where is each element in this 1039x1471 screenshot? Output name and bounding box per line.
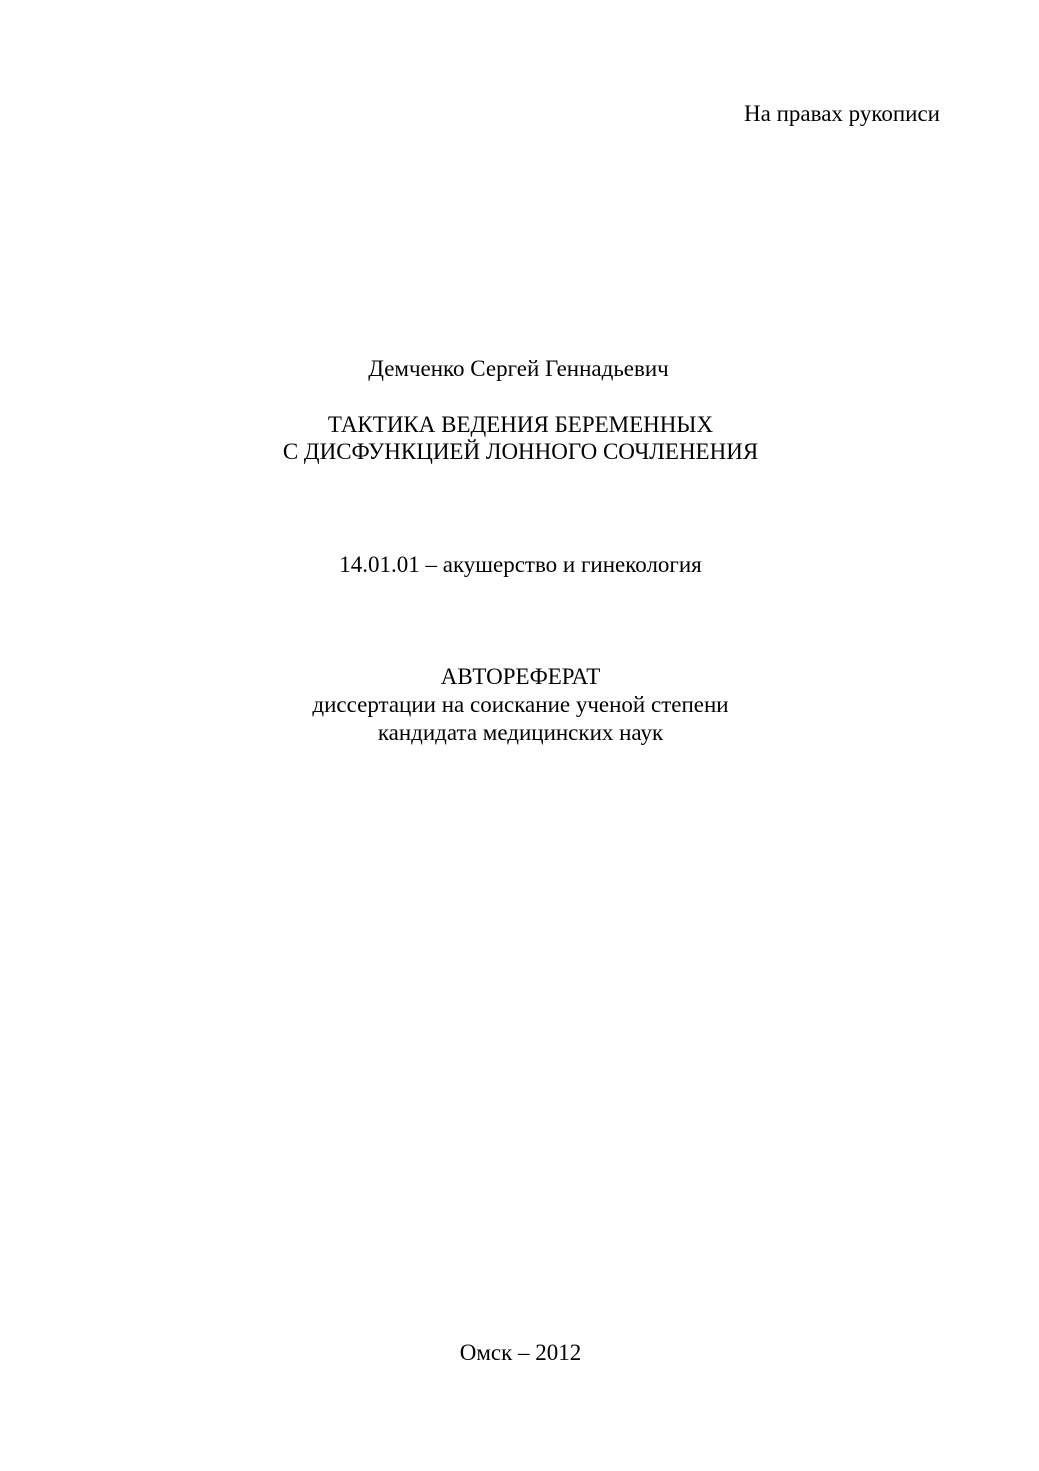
manuscript-note: На правах рукописи [744, 101, 940, 126]
specialty-code: 14.01.01 – акушерство и гинекология [339, 552, 702, 577]
place-and-year: Омск – 2012 [459, 1340, 582, 1365]
document-type: АВТОРЕФЕРАТ [440, 664, 601, 689]
degree-description-line-1: диссертации на соискание ученой степени [312, 692, 729, 717]
author-name: Демченко Сергей Геннадьевич [368, 356, 669, 381]
degree-description-line-2: кандидата медицинских наук [377, 720, 664, 745]
dissertation-title-line-1: ТАКТИКА ВЕДЕНИЯ БЕРЕМЕННЫХ [327, 412, 714, 437]
dissertation-title-line-2: С ДИСФУНКЦИЕЙ ЛОННОГО СОЧЛЕНЕНИЯ [282, 439, 759, 464]
